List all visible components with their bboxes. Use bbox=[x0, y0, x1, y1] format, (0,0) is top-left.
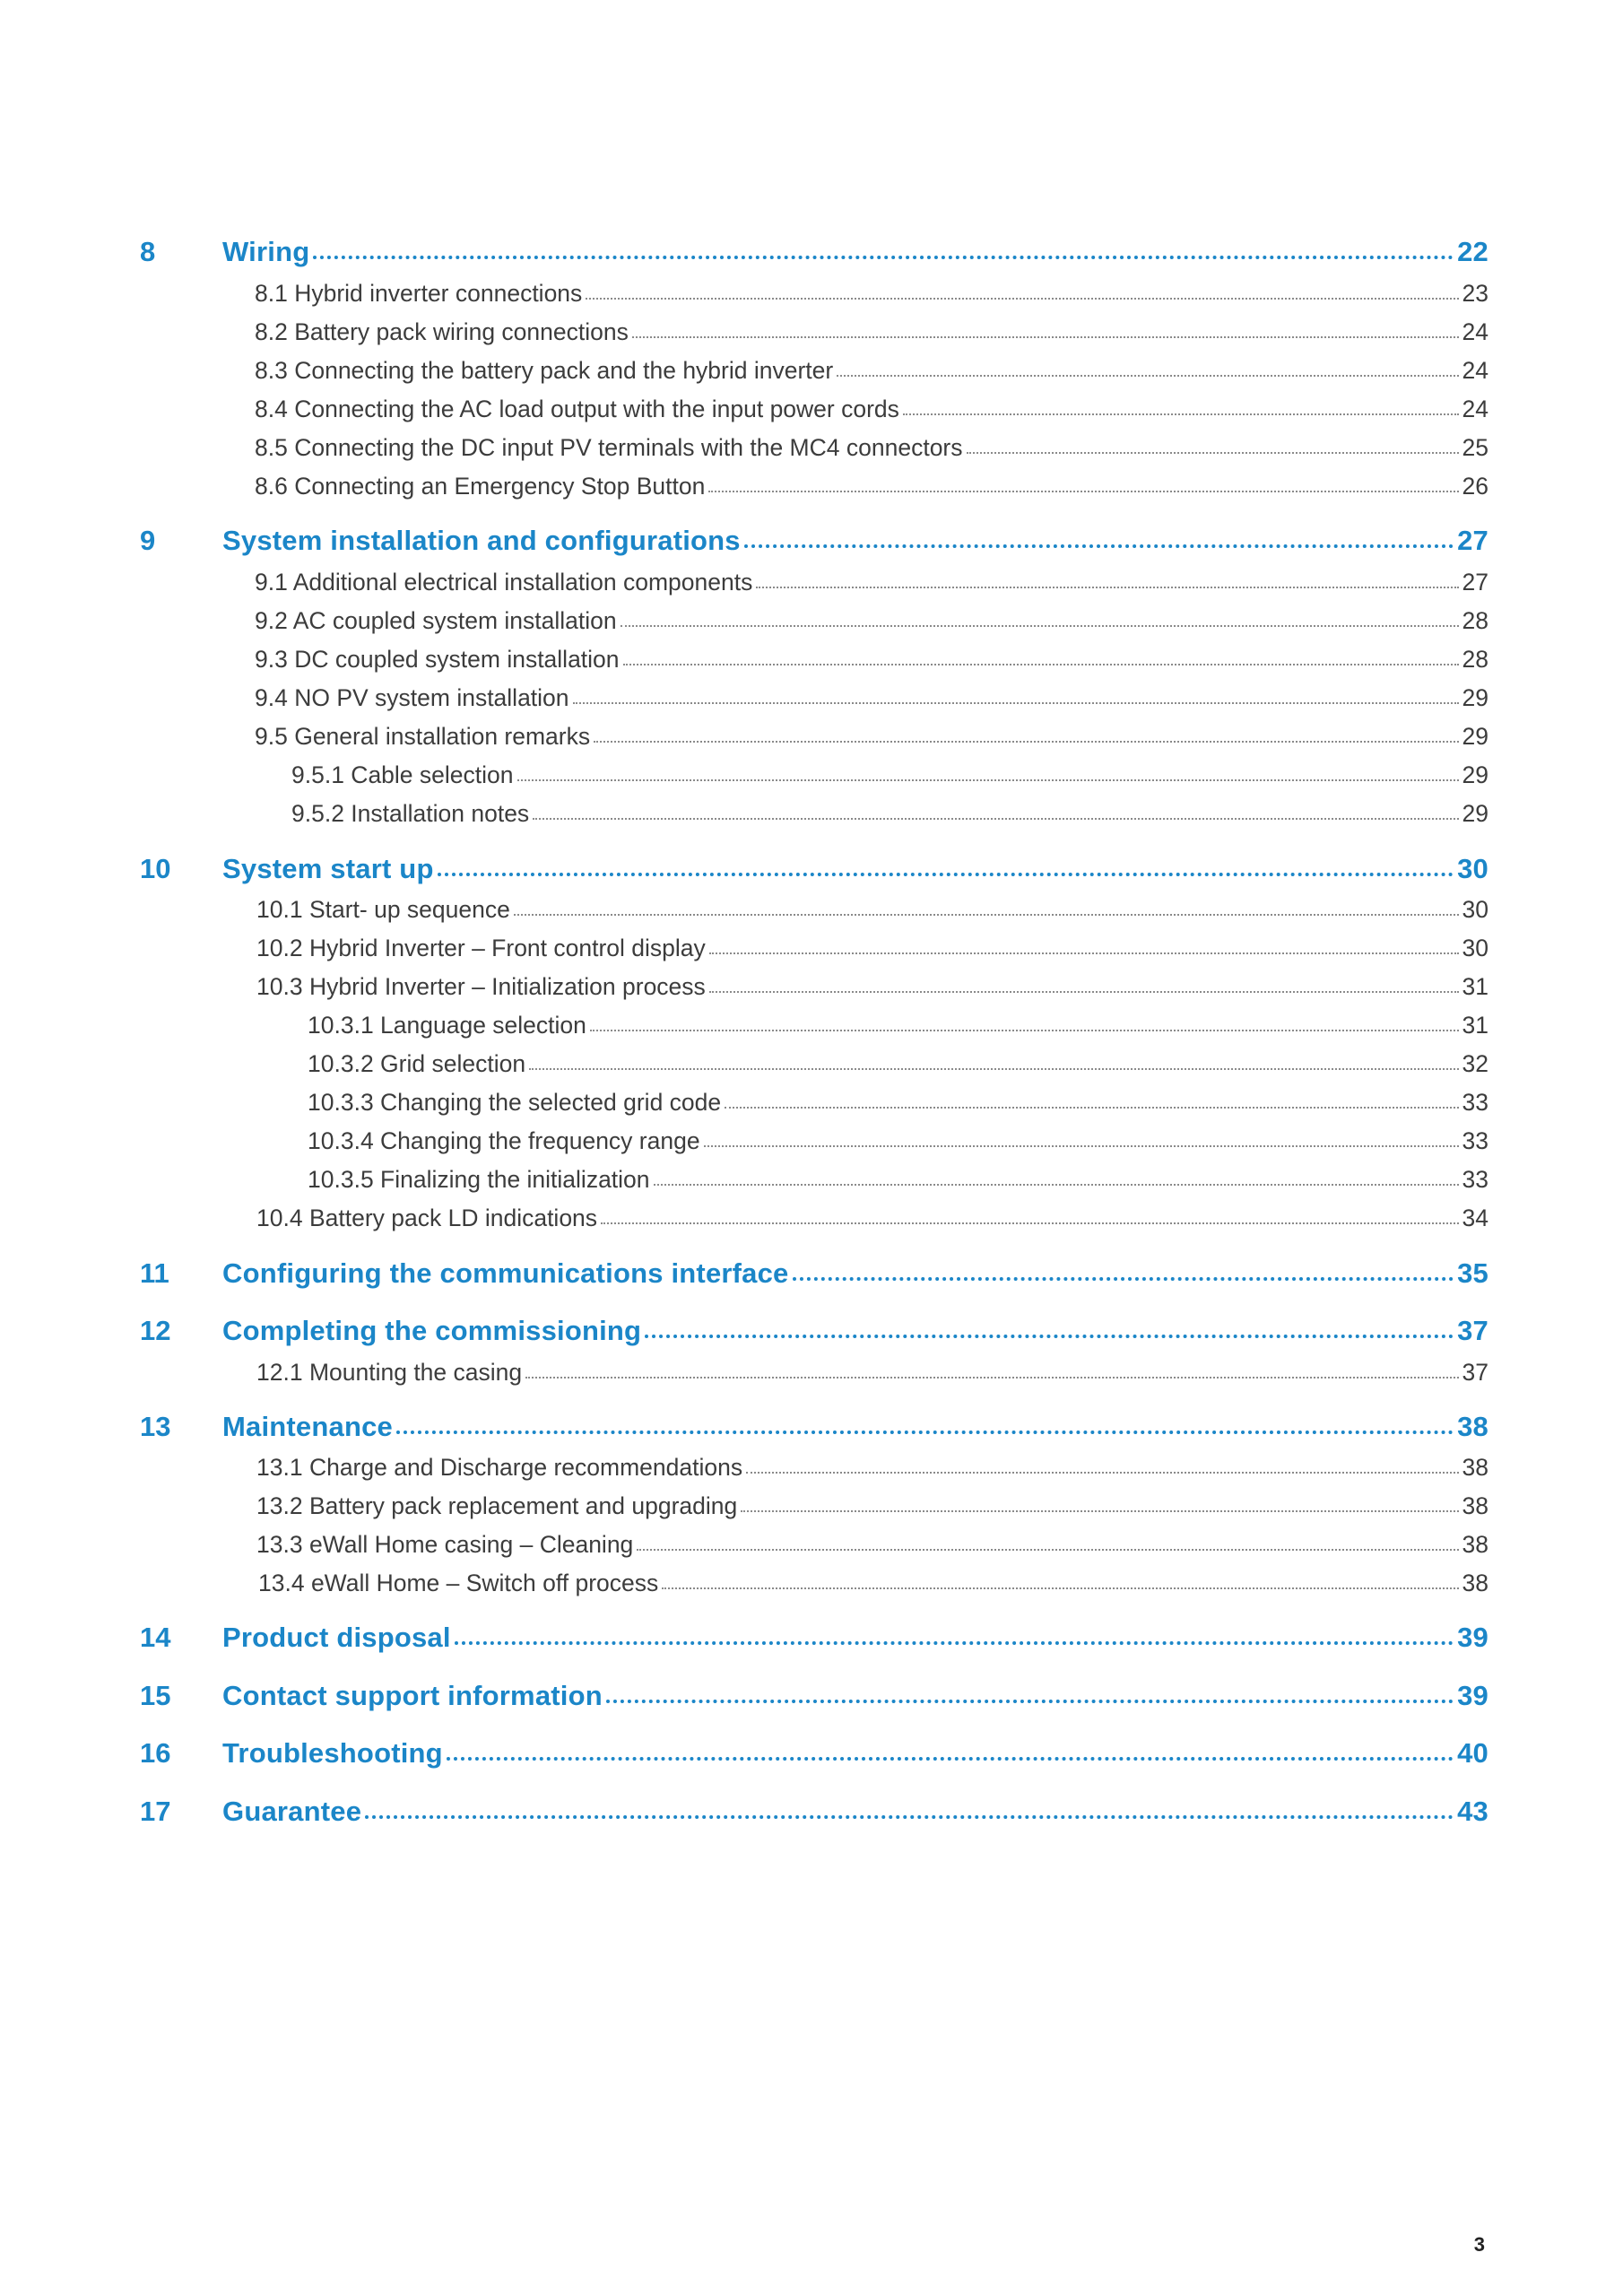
section-title: 12.1 Mounting the casing bbox=[256, 1359, 523, 1386]
dot-leader bbox=[645, 1335, 1454, 1338]
toc-chapter-row[interactable] bbox=[0, 851, 1623, 887]
page-ref: 43 bbox=[1457, 1796, 1488, 1827]
page-ref: 33 bbox=[1462, 1127, 1488, 1154]
page-ref: 24 bbox=[1462, 357, 1488, 384]
chapter-title: Guarantee bbox=[222, 1796, 362, 1827]
dot-leader bbox=[744, 544, 1454, 548]
section-title: 9.5 General installation remarks bbox=[255, 723, 591, 750]
dot-leader bbox=[455, 1641, 1454, 1645]
toc-entry-line bbox=[308, 1161, 1488, 1197]
page-ref: 38 bbox=[1462, 1531, 1488, 1558]
toc-entry-line bbox=[222, 1678, 1488, 1714]
page-ref: 33 bbox=[1462, 1089, 1488, 1116]
page-ref: 28 bbox=[1462, 646, 1488, 673]
toc-entry-line bbox=[255, 430, 1488, 465]
toc-chapter-row[interactable] bbox=[0, 1313, 1623, 1349]
section-title: 10.4 Battery pack LD indications bbox=[256, 1205, 598, 1231]
dot-leader bbox=[533, 818, 1458, 820]
page-ref: 38 bbox=[1462, 1570, 1488, 1596]
toc-section-row[interactable] bbox=[0, 314, 1623, 350]
toc-entry-line bbox=[256, 891, 1488, 927]
toc-entry-line bbox=[255, 314, 1488, 350]
chapter-number: 12 bbox=[140, 1315, 171, 1346]
section-title: 8.1 Hybrid inverter connections bbox=[255, 280, 583, 307]
dot-leader bbox=[621, 625, 1459, 627]
toc-entry-line bbox=[256, 930, 1488, 966]
toc-entry-line bbox=[222, 851, 1488, 887]
toc-entry-line bbox=[222, 1735, 1488, 1771]
toc-section-row[interactable] bbox=[0, 680, 1623, 716]
section-title: 9.4 NO PV system installation bbox=[255, 684, 569, 711]
chapter-title: Completing the commissioning bbox=[222, 1315, 642, 1346]
page-ref: 31 bbox=[1462, 1012, 1488, 1039]
toc-entry-line bbox=[256, 969, 1488, 1004]
page-ref: 22 bbox=[1457, 236, 1488, 267]
toc-section-row[interactable] bbox=[0, 468, 1623, 504]
toc-entry-line bbox=[255, 352, 1488, 388]
dot-leader bbox=[746, 1472, 1458, 1474]
page-ref: 27 bbox=[1462, 569, 1488, 596]
section-title: 10.3.3 Changing the selected grid code bbox=[308, 1089, 722, 1116]
section-title: 8.4 Connecting the AC load output with the input power cords bbox=[255, 396, 899, 422]
page-ref: 26 bbox=[1462, 473, 1488, 500]
page-ref: 34 bbox=[1462, 1205, 1488, 1231]
toc-entry-line bbox=[258, 1565, 1488, 1601]
dot-leader bbox=[709, 952, 1459, 954]
section-title: 10.3.1 Language selection bbox=[308, 1012, 586, 1039]
dot-leader bbox=[708, 491, 1458, 492]
page-ref: 38 bbox=[1462, 1454, 1488, 1481]
section-title: 9.5.1 Cable selection bbox=[291, 761, 514, 788]
toc-entry-line bbox=[291, 757, 1488, 793]
chapter-number: 16 bbox=[140, 1737, 171, 1769]
dot-leader bbox=[517, 779, 1459, 781]
toc-entry-line bbox=[308, 1007, 1488, 1043]
page-ref: 24 bbox=[1462, 396, 1488, 422]
toc-section-row[interactable] bbox=[0, 1488, 1623, 1524]
toc-entry-line bbox=[256, 1449, 1488, 1485]
toc-entry-line bbox=[222, 234, 1488, 270]
toc-section-row[interactable] bbox=[0, 718, 1623, 754]
toc-entry-line bbox=[255, 391, 1488, 427]
page-ref: 30 bbox=[1462, 935, 1488, 961]
dot-leader bbox=[529, 1068, 1458, 1070]
chapter-number: 8 bbox=[140, 236, 156, 267]
toc-section-row[interactable] bbox=[0, 1123, 1623, 1159]
dot-leader bbox=[601, 1222, 1458, 1224]
section-title: 10.2 Hybrid Inverter – Front control display bbox=[256, 935, 706, 961]
toc-section-row[interactable] bbox=[0, 1449, 1623, 1485]
toc-entry-line bbox=[255, 275, 1488, 311]
toc-section-row[interactable] bbox=[0, 969, 1623, 1004]
toc-chapter-row[interactable] bbox=[0, 1256, 1623, 1292]
section-title: 13.2 Battery pack replacement and upgrading bbox=[256, 1492, 738, 1519]
dot-leader bbox=[525, 1377, 1458, 1378]
toc-entry-line bbox=[222, 1620, 1488, 1656]
section-title: 8.2 Battery pack wiring connections bbox=[255, 318, 629, 345]
dot-leader bbox=[793, 1277, 1454, 1281]
toc-section-row[interactable] bbox=[0, 796, 1623, 831]
dot-leader bbox=[704, 1145, 1459, 1147]
page-ref: 25 bbox=[1462, 434, 1488, 461]
dot-leader bbox=[903, 413, 1459, 415]
page-ref: 32 bbox=[1462, 1050, 1488, 1077]
toc-entry-line bbox=[222, 1794, 1488, 1830]
page-ref: 30 bbox=[1457, 853, 1488, 884]
section-title: 9.2 AC coupled system installation bbox=[255, 607, 617, 634]
dot-leader bbox=[365, 1815, 1454, 1819]
dot-leader bbox=[514, 914, 1459, 916]
dot-leader bbox=[662, 1587, 1458, 1589]
section-title: 10.3.2 Grid selection bbox=[308, 1050, 526, 1077]
dot-leader bbox=[586, 298, 1458, 300]
toc-entry-line bbox=[222, 1313, 1488, 1349]
section-title: 10.3.5 Finalizing the initialization bbox=[308, 1166, 650, 1193]
toc-entry-line bbox=[255, 641, 1488, 677]
toc-entry-line bbox=[256, 1526, 1488, 1562]
toc-section-row[interactable] bbox=[0, 930, 1623, 966]
toc-entry-line bbox=[291, 796, 1488, 831]
toc-chapter-row[interactable] bbox=[0, 1409, 1623, 1445]
toc-section-row[interactable] bbox=[0, 564, 1623, 600]
chapter-title: Configuring the communications interface bbox=[222, 1257, 789, 1289]
dot-leader bbox=[837, 375, 1458, 377]
section-title: 10.3.4 Changing the frequency range bbox=[308, 1127, 700, 1154]
page-ref: 37 bbox=[1457, 1315, 1488, 1346]
toc-entry-line bbox=[256, 1200, 1488, 1236]
chapter-number: 11 bbox=[140, 1257, 169, 1289]
toc-entry-line bbox=[255, 564, 1488, 600]
chapter-title: System start up bbox=[222, 853, 434, 884]
toc-section-row[interactable] bbox=[0, 603, 1623, 639]
toc-entry-line bbox=[222, 1409, 1488, 1445]
toc-section-row[interactable] bbox=[0, 1084, 1623, 1120]
section-title: 13.1 Charge and Discharge recommendations bbox=[256, 1454, 743, 1481]
toc-chapter-row[interactable] bbox=[0, 1735, 1623, 1771]
chapter-title: Product disposal bbox=[222, 1622, 451, 1653]
toc-section-row[interactable] bbox=[0, 1007, 1623, 1043]
dot-leader bbox=[590, 1030, 1459, 1031]
page-ref: 38 bbox=[1462, 1492, 1488, 1519]
toc-chapter-row[interactable] bbox=[0, 1678, 1623, 1714]
page-ref: 37 bbox=[1462, 1359, 1488, 1386]
dot-leader bbox=[396, 1431, 1454, 1434]
page-ref: 27 bbox=[1457, 525, 1488, 556]
toc-chapter-row[interactable] bbox=[0, 1620, 1623, 1656]
toc-entry-line bbox=[255, 603, 1488, 639]
toc-entry-line bbox=[255, 680, 1488, 716]
page-ref: 40 bbox=[1457, 1737, 1488, 1769]
chapter-number: 10 bbox=[140, 853, 171, 884]
dot-leader bbox=[632, 336, 1459, 338]
page-ref: 29 bbox=[1462, 761, 1488, 788]
section-title: 10.3 Hybrid Inverter – Initialization process bbox=[256, 973, 706, 1000]
section-title: 9.3 DC coupled system installation bbox=[255, 646, 620, 673]
toc-entry-line bbox=[308, 1084, 1488, 1120]
toc-section-row[interactable] bbox=[0, 891, 1623, 927]
toc-entry-line bbox=[256, 1354, 1488, 1390]
dot-leader bbox=[573, 702, 1459, 704]
toc-entry-line bbox=[255, 718, 1488, 754]
chapter-title: System installation and configurations bbox=[222, 525, 741, 556]
page-ref: 31 bbox=[1462, 973, 1488, 1000]
toc-section-row[interactable] bbox=[0, 275, 1623, 311]
toc-section-row[interactable] bbox=[0, 641, 1623, 677]
toc-section-row[interactable] bbox=[0, 430, 1623, 465]
section-title: 9.1 Additional electrical installation components bbox=[255, 569, 753, 596]
dot-leader bbox=[623, 664, 1459, 665]
section-title: 10.1 Start- up sequence bbox=[256, 896, 510, 923]
dot-leader bbox=[313, 256, 1454, 259]
dot-leader bbox=[725, 1107, 1458, 1109]
chapter-number: 14 bbox=[140, 1622, 171, 1653]
page-ref: 33 bbox=[1462, 1166, 1488, 1193]
chapter-title: Contact support information bbox=[222, 1680, 603, 1711]
dot-leader bbox=[637, 1549, 1458, 1551]
dot-leader bbox=[967, 452, 1459, 454]
dot-leader bbox=[447, 1757, 1454, 1761]
section-title: 9.5.2 Installation notes bbox=[291, 800, 530, 827]
dot-leader bbox=[741, 1510, 1458, 1512]
chapter-title: Troubleshooting bbox=[222, 1737, 443, 1769]
page-ref: 28 bbox=[1462, 607, 1488, 634]
chapter-number: 15 bbox=[140, 1680, 171, 1711]
toc-entry-line bbox=[222, 1256, 1488, 1292]
toc-chapter-row[interactable] bbox=[0, 234, 1623, 270]
chapter-number: 9 bbox=[140, 525, 156, 556]
toc-entry-line bbox=[308, 1046, 1488, 1082]
page-ref: 30 bbox=[1462, 896, 1488, 923]
toc-section-row[interactable] bbox=[0, 391, 1623, 427]
page-ref: 39 bbox=[1457, 1680, 1488, 1711]
toc-chapter-row[interactable] bbox=[0, 523, 1623, 559]
toc-section-row[interactable] bbox=[0, 1565, 1623, 1601]
page-ref: 24 bbox=[1462, 318, 1488, 345]
section-title: 8.3 Connecting the battery pack and the hybrid inverter bbox=[255, 357, 834, 384]
toc-chapter-row[interactable] bbox=[0, 1794, 1623, 1830]
page-ref: 39 bbox=[1457, 1622, 1488, 1653]
dot-leader bbox=[756, 587, 1458, 588]
toc-entry-line bbox=[308, 1123, 1488, 1159]
section-title: 13.3 eWall Home casing – Cleaning bbox=[256, 1531, 634, 1558]
chapter-title: Maintenance bbox=[222, 1411, 393, 1442]
section-title: 8.5 Connecting the DC input PV terminals with the MC4 connectors bbox=[255, 434, 963, 461]
dot-leader bbox=[654, 1184, 1459, 1186]
toc-entry-line bbox=[222, 523, 1488, 559]
page-ref: 35 bbox=[1457, 1257, 1488, 1289]
page-ref: 23 bbox=[1462, 280, 1488, 307]
chapter-number: 13 bbox=[140, 1411, 171, 1442]
toc-section-row[interactable] bbox=[0, 1354, 1623, 1390]
toc-section-row[interactable] bbox=[0, 757, 1623, 793]
toc-section-row[interactable] bbox=[0, 1526, 1623, 1562]
chapter-title: Wiring bbox=[222, 236, 310, 267]
chapter-number: 17 bbox=[140, 1796, 171, 1827]
toc-section-row[interactable] bbox=[0, 352, 1623, 388]
toc-section-row[interactable] bbox=[0, 1200, 1623, 1236]
section-title: 13.4 eWall Home – Switch off process bbox=[258, 1570, 659, 1596]
dot-leader bbox=[709, 991, 1459, 993]
toc-section-row[interactable] bbox=[0, 1161, 1623, 1197]
dot-leader bbox=[438, 873, 1454, 876]
page-ref: 29 bbox=[1462, 723, 1488, 750]
dot-leader bbox=[594, 741, 1458, 743]
page-ref: 38 bbox=[1457, 1411, 1488, 1442]
section-title: 8.6 Connecting an Emergency Stop Button bbox=[255, 473, 706, 500]
dot-leader bbox=[606, 1700, 1454, 1703]
page-number: 3 bbox=[1473, 2233, 1485, 2256]
page-ref: 29 bbox=[1462, 684, 1488, 711]
toc-entry-line bbox=[255, 468, 1488, 504]
page-ref: 29 bbox=[1462, 800, 1488, 827]
toc-section-row[interactable] bbox=[0, 1046, 1623, 1082]
toc-entry-line bbox=[256, 1488, 1488, 1524]
